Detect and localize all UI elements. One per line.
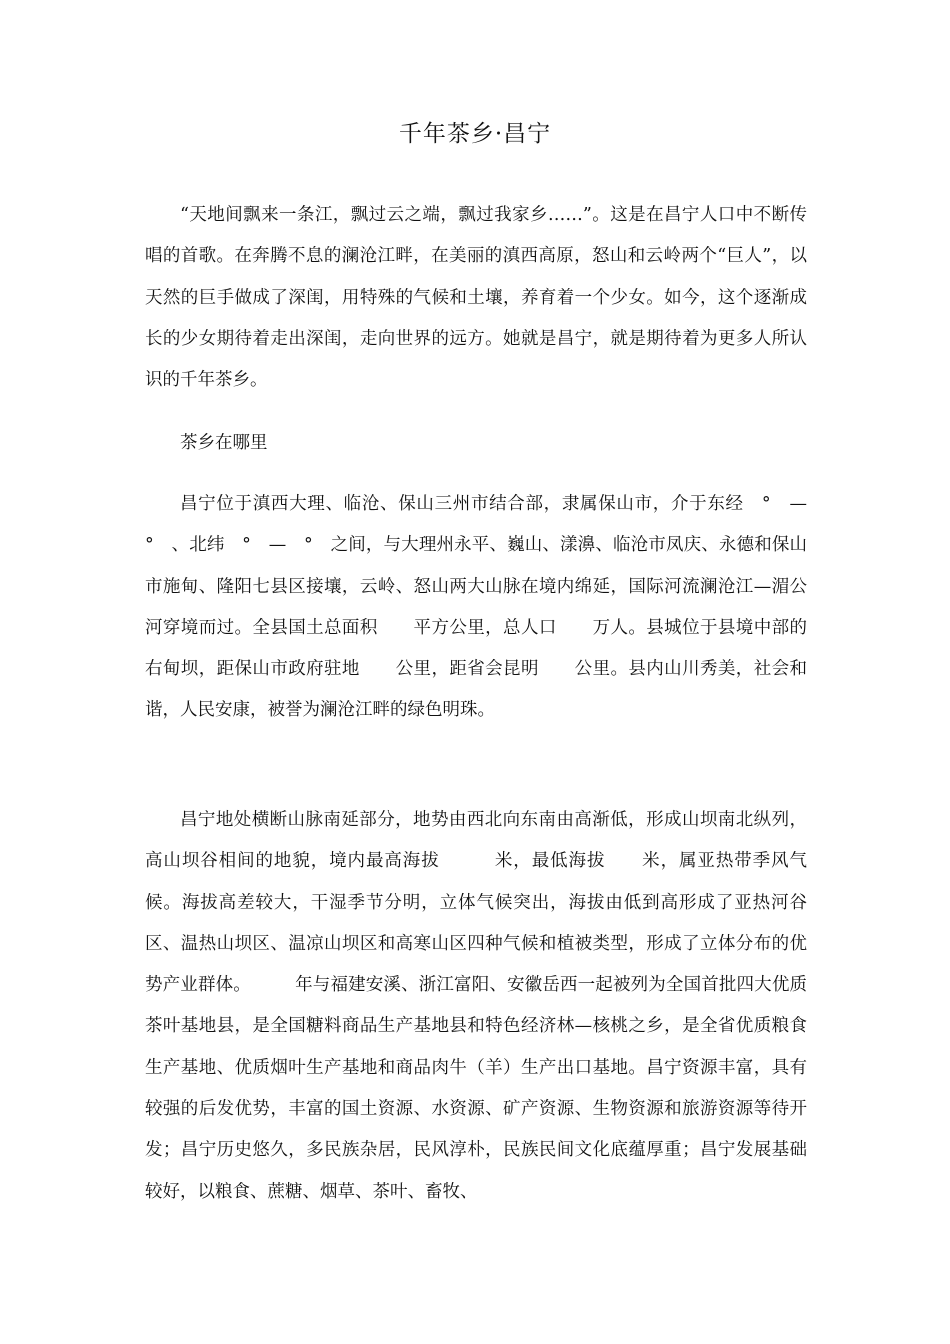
paragraph-geography: 昌宁地处横断山脉南延部分，地势由西北向东南由高渐低，形成山坝南北纵列，高山坝谷相间的地貌，境内最高海拔 米，最低海拔 米，属亚热带季风气候。海拔高差较大，干湿季节分明，立体气候突出，海拔由低到高形成了亚热河谷区、温热山坝区、温凉山坝区和高寒山区四种气候和植被类型，形成了立体分布的优势产业群体。 年与福建安溪、浙江富阳、安徽岳西一起被列为全国首批四大优质茶叶基地县，是全国糖料商品生产基地县和特色经济林—核桃之乡，是全省优质粮食生产基地、优质烟叶生产基地和商品肉牛（羊）生产出口基地。昌宁资源丰富，具有较强的后发优势，丰富的国土资源、水资源、矿产资源、生物资源和旅游资源等待开发；昌宁历史悠久，多民族杂居，民风淳朴，民族民间文化底蕴厚重；昌宁发展基础较好，以粮食、蔗糖、烟草、茶叶、畜牧、 — [145, 810, 807, 1202]
document-title: 千年茶乡·昌宁 — [398, 121, 552, 147]
paragraph-location: 昌宁位于滇西大理、临沧、保山三州市结合部，隶属保山市，介于东经 ° — ° 、北纬 ° — ° 之间，与大理州永平、巍山、漾濞、临沧市凤庆、永德和保山市施甸、隆阳七县区接壤，云岭、怒山两大山脉在境内绵延，国际河流澜沧江—湄公河穿境而过。全县国土总面积 平方公里，总人口 万人。县城位于县境中部的右甸坝，距保山市政府驻地 公里，距省会昆明 公里。县内山川秀美，社会和谐，人民安康，被誉为澜沧江畔的绿色明珠。 — [145, 494, 825, 721]
section-heading: 茶乡在哪里 — [180, 433, 268, 453]
paragraph-intro: “天地间飘来一条江，飘过云之端，飘过我家乡……”。这是在昌宁人口中不断传唱的首歌。在奔腾不息的澜沧江畔，在美丽的滇西高原，怒山和云岭两个“巨人”，以天然的巨手做成了深闺，用特殊的气候和土壤，养育着一个少女。如今，这个逐渐成长的少女期待着走出深闺，走向世界的远方。她就是昌宁，就是期待着为更多人所认识的千年茶乡。 — [145, 205, 807, 391]
